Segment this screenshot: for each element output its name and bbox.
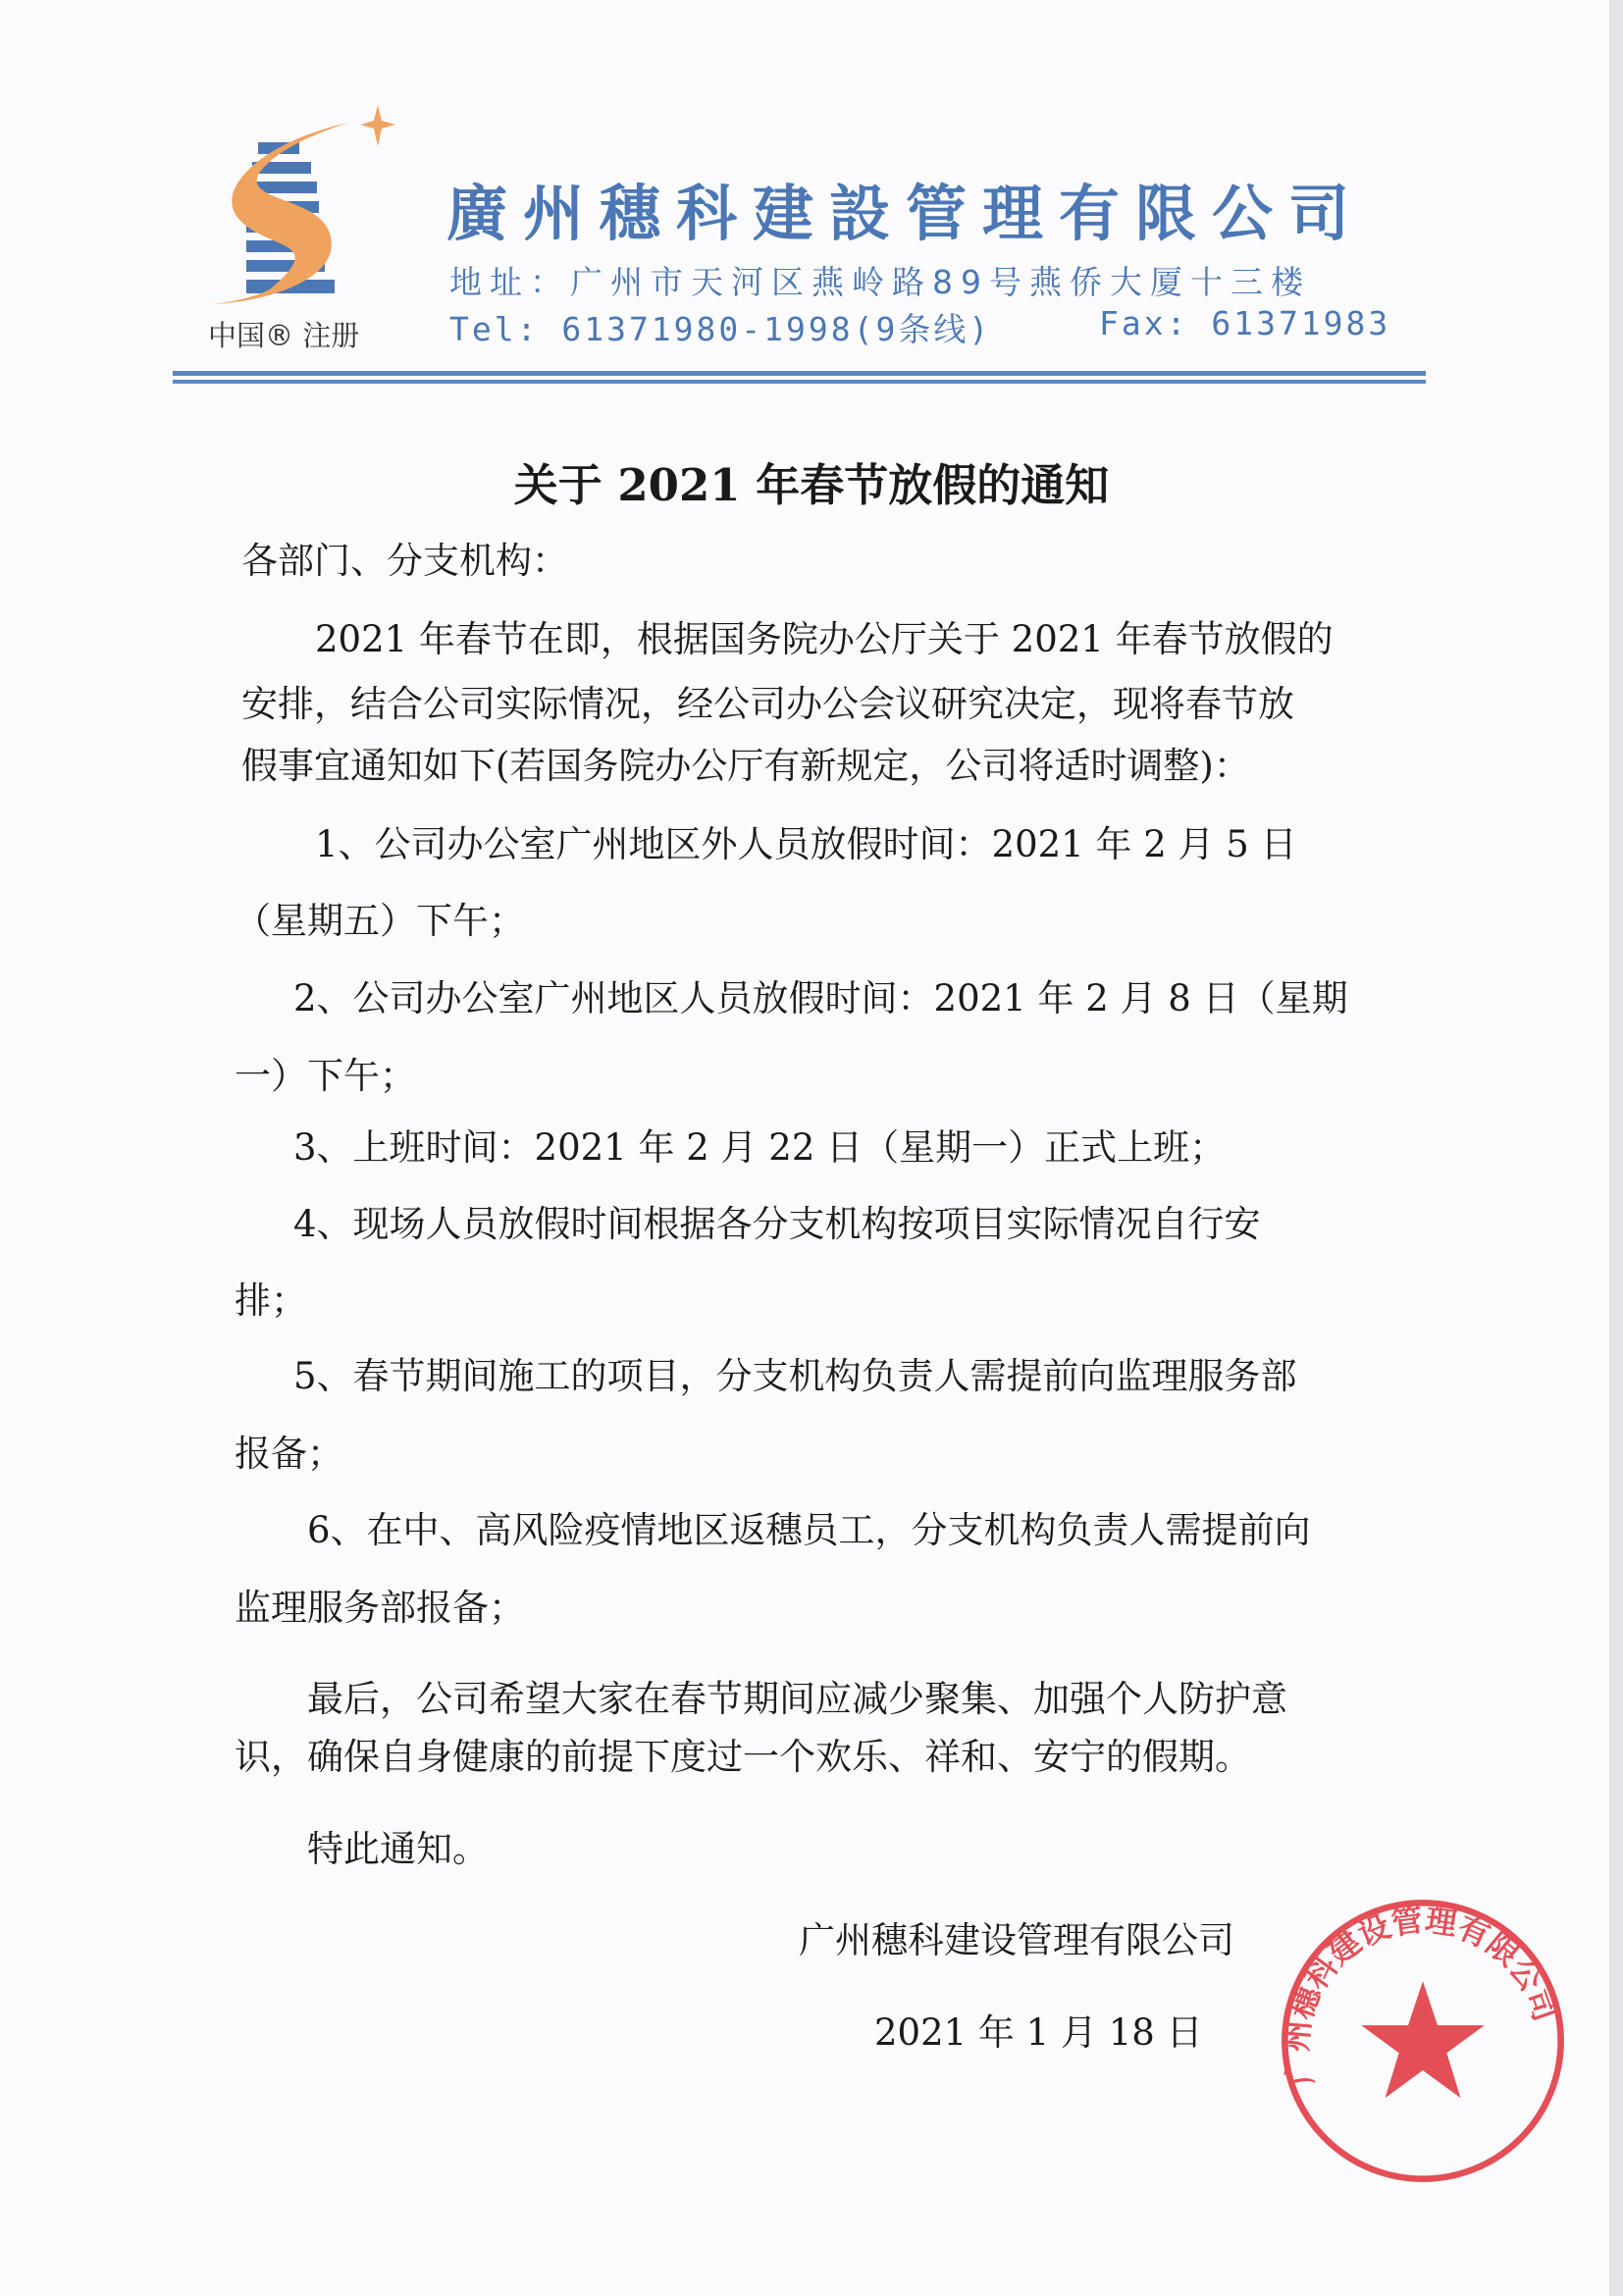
body-line: 一）下午； [235, 1055, 416, 1097]
company-tel: Tel: 61371980-1998(9条线) [449, 310, 992, 348]
closing-line: 特此通知。 [307, 1828, 489, 1870]
body-line: 安排，结合公司实际情况，经公司办公会议研究决定，现将春节放 [241, 683, 1294, 725]
body-line: 4、现场人员放假时间根据各分支机构按项目实际情况自行安 [293, 1203, 1261, 1245]
body-line: 监理服务部报备； [235, 1587, 525, 1629]
salutation: 各部门、分支机构： [241, 540, 568, 582]
body-line: 2、公司办公室广州地区人员放假时间：2021 年 2 月 8 日（星期 [293, 977, 1348, 1019]
trademark-label: 中国® 注册 [208, 319, 360, 352]
body-line: 2021 年春节在即，根据国务院办公厅关于 2021 年春节放假的 [315, 618, 1334, 660]
body-line: 最后，公司希望大家在春节期间应减少聚集、加强个人防护意 [307, 1678, 1287, 1720]
body-line: 6、在中、高风险疫情地区返穗员工，分支机构负责人需提前向 [307, 1509, 1311, 1551]
body-line: 3、上班时间：2021 年 2 月 22 日（星期一）正式上班； [293, 1126, 1227, 1169]
company-address: 地址：广州市天河区燕岭路89号燕侨大厦十三楼 [449, 263, 1311, 301]
header-divider [173, 371, 1426, 376]
body-line: 排； [235, 1279, 307, 1322]
body-line: 1、公司办公室广州地区外人员放假时间：2021 年 2 月 5 日 [315, 823, 1297, 865]
company-fax: Fax: 61371983 [1099, 304, 1391, 342]
body-line: 假事宜通知如下(若国务院办公厅有新规定，公司将适时调整)： [241, 745, 1250, 787]
header-divider [173, 380, 1426, 384]
body-line: （星期五）下午； [235, 900, 525, 942]
body-line: 5、春节期间施工的项目，分支机构负责人需提前向监理服务部 [293, 1355, 1297, 1397]
company-logo [201, 103, 397, 309]
body-line: 识，确保自身健康的前提下度过一个欢乐、祥和、安宁的假期。 [235, 1736, 1251, 1778]
signature-date: 2021 年 1 月 18 日 [874, 2011, 1203, 2054]
stamp-text: 广州穗科建设管理有限公司 [1277, 1901, 1565, 2089]
company-seal-stamp [1276, 1894, 1570, 2188]
signature-company: 广州穗科建设管理有限公司 [799, 1919, 1234, 1961]
body-line: 报备； [235, 1433, 343, 1475]
notice-title: 关于 2021 年春节放假的通知 [513, 459, 1110, 511]
company-name: 廣州穗科建設管理有限公司 [446, 178, 1366, 249]
page-edge [1609, 0, 1623, 2296]
